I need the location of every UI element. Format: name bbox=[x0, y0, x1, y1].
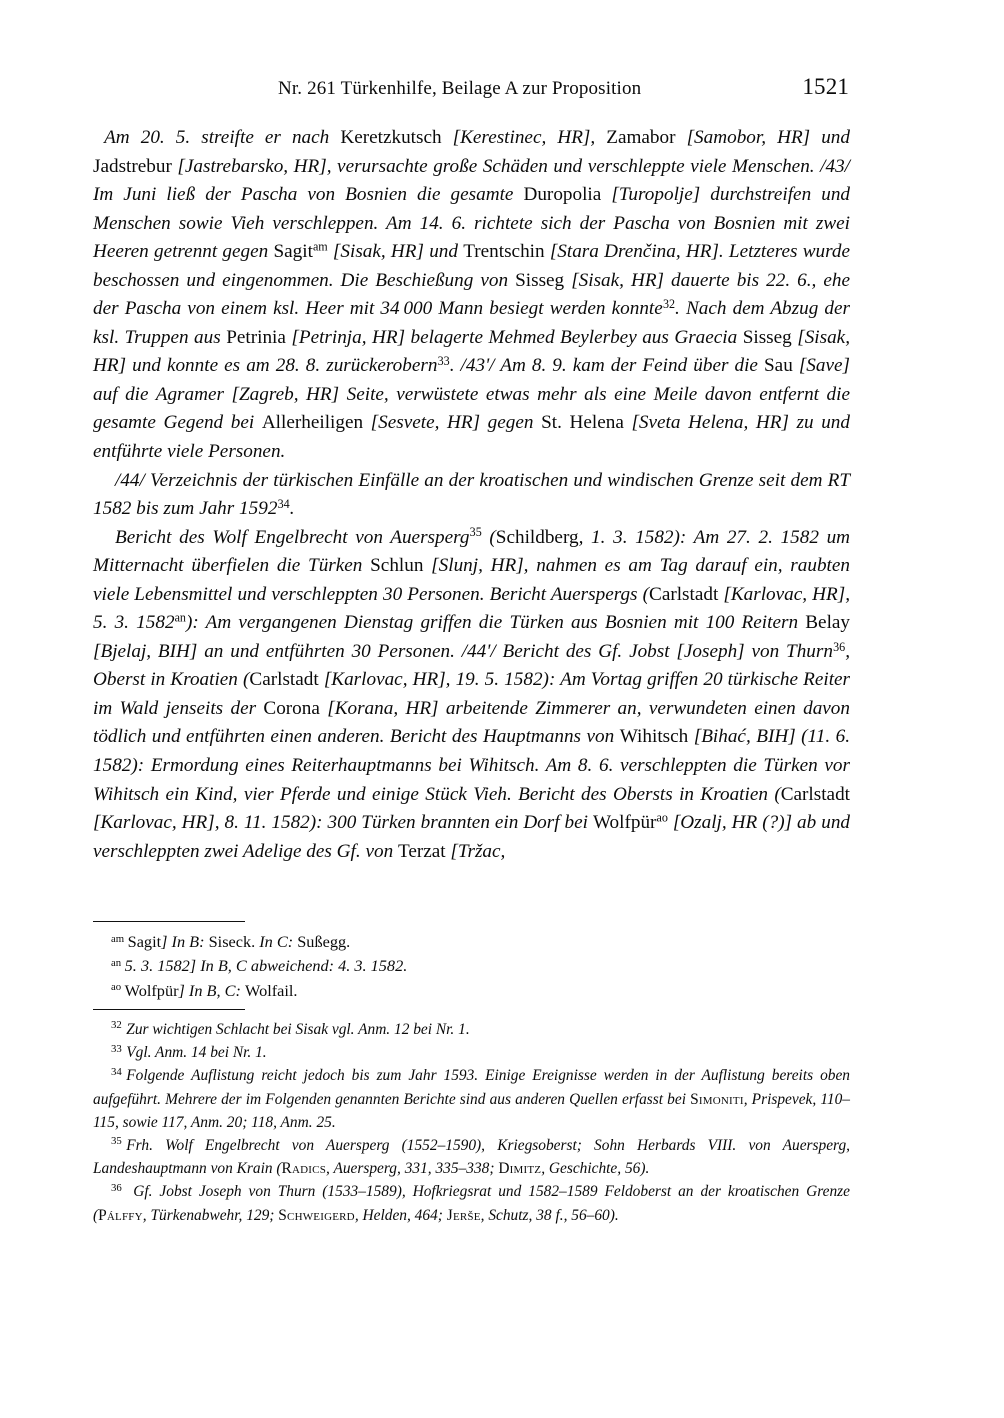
apparatus-sigil: am bbox=[111, 932, 125, 945]
body-text bbox=[93, 124, 850, 866]
author-small-caps: Dimitz bbox=[498, 1160, 542, 1178]
apparatus-entry: $^{an}$ 5. 3. 1582] In B, C abweichend: 4. 3. 1582. bbox=[111, 956, 408, 976]
footnote-item: $^{34}$ Folgende Auflistung reicht jedoch bis zum Jahr 1593. Einige Ereignisse werden in der Auflistung bereits oben aufgeführt. Mehrere der im Folgenden genannten Berichte sind aus anderen Quellen erfasst bei Simoniti, Prispevek, 110–115, sowie 117, Anm. 20; 118, Anm. 25. bbox=[93, 1065, 850, 1131]
apparatus-entry: $^{am}$ Sagit] In B: Siseck. In C: Sußegg. bbox=[111, 932, 351, 951]
footnote-divider-rule bbox=[93, 1009, 245, 1010]
paragraph-1: Am 20. 5. streifte er nach Keretzkutsch [Kerestinec, HR], Zamabor [Samobor, HR] und Jadstrebur [Jastrebarsko, HR], verursachte große Schäden und verschleppte viele Menschen. /43/ Im Juni ließ der Pascha von Bosnien die gesamte Duropolia [Turopolje] durchstreifen und Menschen sowie Vieh verschleppen. Am 14. 6. richtete sich der Pascha von Bosnien mit zwei Heeren getrennt gegen Sagit$^{am}$ [Sisak, HR] und Trentschin [Stara Drenčina, HR]. Letzteres wurde beschossen und eingenommen. Die Beschießung von Sisseg [Sisak, HR] dauerte bis 22. 6., ehe der Pascha von einem ksl. Heer mit 34 000 Mann besiegt werden konnte$^{32}$. Nach dem Abzug der ksl. Truppen aus Petrinia [Petrinja, HR] belagerte Mehmed Beylerbey aus Graecia Sisseg [Sisak, HR] und konnte es am 28. 8. zurückerobern$^{33}$. /43'/ Am 8. 9. kam der Feind über die Sau [Save] auf die Agramer [Zagreb, HR] Seite, verwüstete etwas mehr als eine Meile davon entfernt die gesamte Gegend bei Allerheiligen [Sesvete, HR] gegen St. Helena [Sveta Helena, HR] zu und entführte viele Personen. bbox=[93, 127, 851, 463]
footnote-item: $^{35}$ Frh. Wolf Engelbrecht von Auersperg (1552–1590), Kriegsoberst; Sohn Herbards VIII. von Auersperg, Landeshauptmann von Krain (Radics, Auersperg, 331, 335–338; Dimitz, Geschichte, 56). bbox=[93, 1135, 850, 1178]
paragraph-2: /44/ Verzeichnis der türkischen Einfälle an der kroatischen und windischen Grenze seit dem RT 1582 bis zum Jahr 1592$^{34}$. bbox=[93, 469, 850, 520]
footnote-item: $^{33}$ Vgl. Anm. 14 bei Nr. 1. bbox=[111, 1042, 267, 1062]
footnote-number: 32 bbox=[111, 1019, 122, 1032]
apparatus-sigil: ao bbox=[111, 981, 122, 994]
apparatus-divider-rule bbox=[93, 921, 245, 922]
footnote-list bbox=[93, 1018, 850, 1227]
footnote-item: $^{36}$ Gf. Jobst Joseph von Thurn (1533–1589), Hofkriegsrat und 1582–1589 Feldoberst an der kroatischen Grenze (Pálffy, Türkenabwehr, 129; Schweigerd, Helden, 464; Jerše, Schutz, 38 f., 56–60). bbox=[93, 1181, 850, 1224]
footnote-number: 34 bbox=[111, 1065, 122, 1078]
author-small-caps: Schweigerd bbox=[278, 1206, 355, 1224]
footnote-number: 35 bbox=[111, 1135, 122, 1148]
footnote-item: $^{32}$ Zur wichtigen Schlacht bei Sisak vgl. Anm. 12 bei Nr. 1. bbox=[111, 1019, 470, 1038]
author-small-caps: Pálffy bbox=[98, 1206, 143, 1224]
footnote-number: 36 bbox=[111, 1181, 122, 1194]
paragraph-3: Bericht des Wolf Engelbrecht von Auersperg$^{35}$ (Schildberg, 1. 3. 1582): Am 27. 2. 1582 um Mitternacht überfielen die Türken Schlun [Slunj, HR], nahmen es am Tag darauf ein, raubten viele Lebensmittel und verschleppten 30 Personen. Bericht Auerspergs (Carlstadt [Karlovac, HR], 5. 3. $1582^{an}$): Am vergangenen Dienstag griffen die Türken aus Bosnien mit 100 Reitern Belay [Bjelaj, BIH] an und entführten 30 Personen. /44'/ Bericht des Gf. Jobst [Joseph] von Thurn$^{36}$, Oberst in Kroatien (Carlstadt [Karlovac, HR], 19. 5. 1582): Am Vortag griffen 20 türkische Reiter im Wald jenseits der Corona [Korana, HR] arbeitende Zimmerer an, verwundeten einen davon tödlich und entführten einen anderen. Bericht des Hauptmanns von Wihitsch [Bihać, BIH] (11. 6. 1582): Ermordung eines Reiterhauptmanns bei Wihitsch. Am 8. 6. verschleppten die Türken vor Wihitsch ein Kind, vier Pferde und einige Stück Vieh. Bericht des Obersts in Kroatien (Carlstadt [Karlovac, HR], 8. 11. 1582): 300 Türken brannten ein Dorf bei Wolfpür$^{ao}$ [Ozalj, HR (?)] ab und verschleppten zwei Adelige des Gf. von Terzat [Tržac, bbox=[93, 525, 851, 862]
author-small-caps: Simoniti bbox=[690, 1090, 744, 1108]
apparatus-sigil: an bbox=[111, 957, 122, 970]
apparatus-criticus bbox=[93, 930, 850, 1003]
footnote-number: 33 bbox=[111, 1042, 122, 1055]
author-small-caps: Radics bbox=[281, 1160, 327, 1178]
page-number: 1521 bbox=[802, 74, 849, 99]
running-head bbox=[93, 74, 849, 100]
author-small-caps: Jerše bbox=[446, 1206, 481, 1224]
running-head-title: Nr. 261 Türkenhilfe, Beilage A zur Proposition bbox=[278, 78, 642, 99]
apparatus-entry: $^{ao}$ Wolfpür] In B, C: Wolfail. bbox=[111, 980, 298, 1000]
